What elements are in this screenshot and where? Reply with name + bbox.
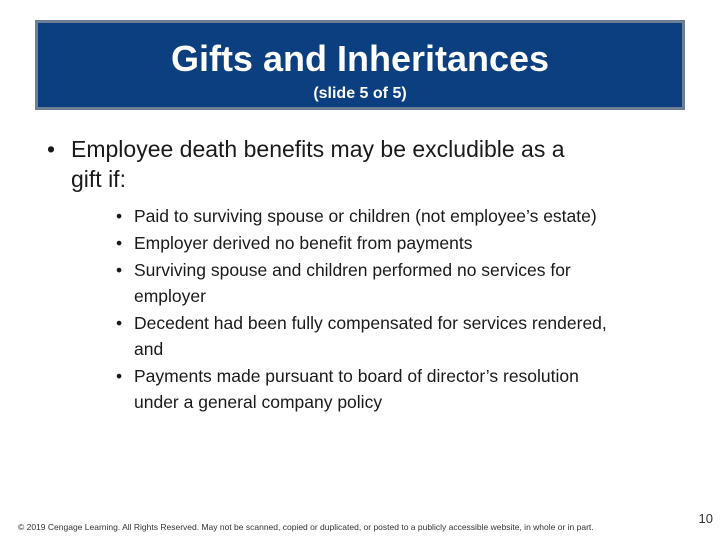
copyright-footer: © 2019 Cengage Learning. All Rights Reserved. May not be scanned, copied or duplicated, or posted to a publicly accessible website, in whole or in part. [18,522,594,532]
sub-bullet-text: Employer derived no benefit from payments [134,233,473,253]
sub-bullet-text-continued: and [134,339,164,359]
sub-bullet-text: Paid to surviving spouse or children (not employee’s estate) [134,206,597,226]
sub-bullet-text-continued: employer [134,286,206,306]
sub-bullet-text: Decedent had been fully compensated for services rendered, [134,313,607,333]
bullet-dot: • [116,206,123,226]
bullet-dot: • [116,233,123,253]
main-bullet-line-2: gift if: [71,166,126,192]
sub-bullet-text-continued: under a general company policy [134,392,383,412]
sub-bullet-item [112,310,687,362]
main-bullet [47,134,687,194]
sub-bullet-item [112,363,687,415]
sub-bullet-list [112,203,687,416]
main-bullet-text [71,134,687,194]
sub-bullet-item [112,257,687,309]
bullet-dot: • [116,313,123,333]
sub-bullet-item [112,203,687,229]
sub-bullet-item [112,230,687,256]
bullet-dot: • [47,136,56,162]
sub-bullet-text: Payments made pursuant to board of director’s resolution [134,366,579,386]
page-number: 10 [698,511,713,526]
main-bullet-line-1: Employee death benefits may be excludible as a [71,136,565,162]
bullet-dot: • [116,260,123,280]
title-banner [35,20,685,110]
bullet-dot: • [116,366,123,386]
slide-title: Gifts and Inheritances [170,38,550,79]
sub-bullet-text: Surviving spouse and children performed no services for [134,260,571,280]
slide-subtitle: (slide 5 of 5) [313,85,407,102]
